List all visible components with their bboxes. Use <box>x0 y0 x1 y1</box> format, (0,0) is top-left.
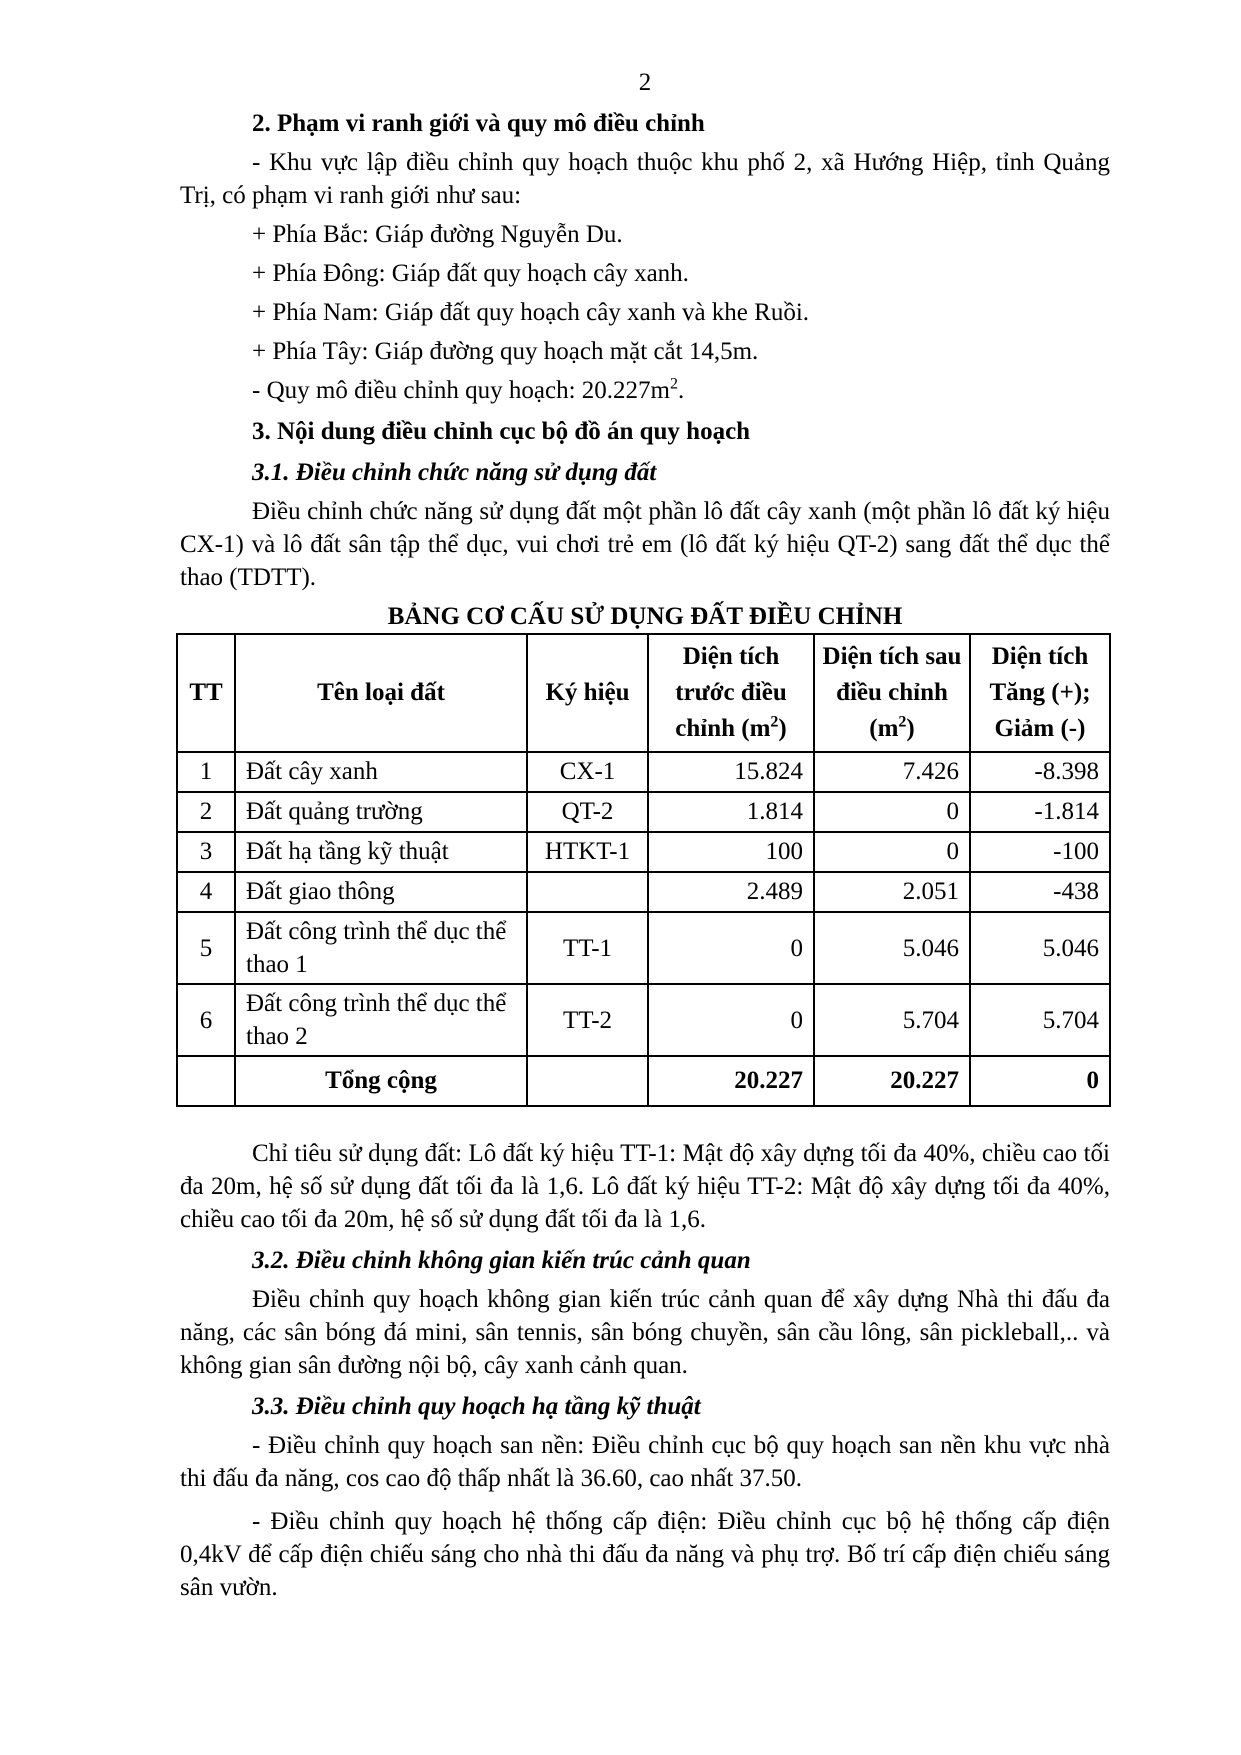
cell-change: 5.046 <box>970 912 1110 984</box>
cell-symbol: TT-2 <box>527 984 648 1056</box>
cell-after: 5.704 <box>814 984 970 1056</box>
cell-symbol <box>527 872 648 912</box>
cell-symbol: HTKT-1 <box>527 832 648 872</box>
paragraph-criteria: Chỉ tiêu sử dụng đất: Lô đất ký hiệu TT-1: Mật độ xây dựng tối đa 40%, chiều cao tối đa 20m, hệ số sử dụng đất tối đa là 1,6. Lô đất ký hiệu TT-2: Mật độ xây dựng tối đa 40%, chiều cao tối đa 20m, hệ số sử dụng đất tối đa là 1,6. <box>180 1140 1110 1233</box>
cell-name: Đất giao thông <box>235 872 527 912</box>
scale-text: - Quy mô điều chỉnh quy hoạch: 20.227m <box>252 377 670 404</box>
cell-before: 2.489 <box>648 872 814 912</box>
cell-tt: 1 <box>177 752 235 792</box>
table-row <box>177 872 1110 912</box>
cell-name: Đất hạ tầng kỹ thuật <box>235 832 527 872</box>
cell-after: 20.227 <box>814 1056 970 1106</box>
paragraph-3-1: Điều chỉnh chức năng sử dụng đất một phần lô đất cây xanh (một phần lô đất ký hiệu CX-1) và lô đất sân tập thể dục, vui chơi trẻ em (lô đất ký hiệu QT-2) sang đất thể dục thể thao (TDTT). <box>180 498 1110 591</box>
cell-name: Đất công trình thể dục thể thao 2 <box>235 984 527 1056</box>
paragraph-leveling: - Điều chỉnh quy hoạch san nền: Điều chỉnh cục bộ quy hoạch san nền khu vực nhà thi đấu đa năng, cos cao độ thấp nhất là 36.60, cao nhất 37.50. <box>180 1432 1110 1492</box>
table-total-row <box>177 1056 1110 1106</box>
cell-before: 0 <box>648 912 814 984</box>
cell-tt: 4 <box>177 872 235 912</box>
cell-name: Đất quảng trường <box>235 792 527 832</box>
table-row <box>177 984 1110 1056</box>
table-row <box>177 792 1110 832</box>
col-header-area-after: Diện tích sau điều chỉnh $(m^2)$ <box>814 634 970 752</box>
cell-change: 5.704 <box>970 984 1110 1056</box>
paragraph-scope: - Khu vực lập điều chỉnh quy hoạch thuộc khu phố 2, xã Hướng Hiệp, tỉnh Quảng Trị, có phạm vi ranh giới như sau: <box>180 149 1110 209</box>
cell-symbol <box>527 1056 648 1106</box>
scale-superscript: 2 <box>670 375 678 393</box>
scale-line <box>180 374 1110 407</box>
table-row <box>177 832 1110 872</box>
table-header-row <box>177 634 1110 752</box>
cell-after: 2.051 <box>814 872 970 912</box>
cell-change: -1.814 <box>970 792 1110 832</box>
cell-after: 5.046 <box>814 912 970 984</box>
cell-change: -438 <box>970 872 1110 912</box>
section-heading-3-2: 3.2. Điều chỉnh không gian kiến trúc cảnh quan <box>252 1247 751 1274</box>
paragraph-3-2: Điều chỉnh quy hoạch không gian kiến trúc cảnh quan để xây dựng Nhà thi đấu đa năng, các sân bóng đá mini, sân tennis, sân bóng chuyền, sân cầu lông, sân pickleball,.. và không gian sân đường nội bộ, cây xanh cảnh quan. <box>180 1286 1110 1379</box>
page-number: 2 <box>638 69 652 96</box>
cell-after: 0 <box>814 832 970 872</box>
cell-before: 100 <box>648 832 814 872</box>
cell-before: 1.814 <box>648 792 814 832</box>
cell-before: 20.227 <box>648 1056 814 1106</box>
col-header-symbol: Ký hiệu <box>527 634 648 752</box>
cell-symbol: TT-1 <box>527 912 648 984</box>
section-heading-3-3: 3.3. Điều chỉnh quy hoạch hạ tầng kỹ thuật <box>252 1393 701 1420</box>
cell-symbol: CX-1 <box>527 752 648 792</box>
cell-before: 15.824 <box>648 752 814 792</box>
col-header-area-change: Diện tích Tăng (+); Giảm (-) <box>970 634 1110 752</box>
col-header-tt: TT <box>177 634 235 752</box>
table-row <box>177 912 1110 984</box>
cell-change: -100 <box>970 832 1110 872</box>
scale-text-end: . <box>678 377 685 404</box>
cell-tt <box>177 1056 235 1106</box>
cell-after: 7.426 <box>814 752 970 792</box>
table-title: BẢNG CƠ CẤU SỬ DỤNG ĐẤT ĐIỀU CHỈNH <box>387 603 903 630</box>
cell-tt: 3 <box>177 832 235 872</box>
table-row <box>177 752 1110 792</box>
cell-after: 0 <box>814 792 970 832</box>
cell-name: Đất cây xanh <box>235 752 527 792</box>
cell-tt: 5 <box>177 912 235 984</box>
section-heading-3-1: 3.1. Điều chỉnh chức năng sử dụng đất <box>252 459 657 486</box>
cell-name: Đất công trình thể dục thể thao 1 <box>235 912 527 984</box>
cell-tt: 6 <box>177 984 235 1056</box>
cell-change: -8.398 <box>970 752 1110 792</box>
cell-symbol: QT-2 <box>527 792 648 832</box>
boundary-item-south: + Phía Nam: Giáp đất quy hoạch cây xanh và khe Ruồi. <box>252 299 810 326</box>
col-header-area-before: Diện tích trước điều chỉnh $(m^2)$ <box>648 634 814 752</box>
section-heading-3: 3. Nội dung điều chỉnh cục bộ đồ án quy hoạch <box>252 418 751 445</box>
land-use-table <box>176 633 1111 1107</box>
boundary-item-east: + Phía Đông: Giáp đất quy hoạch cây xanh. <box>252 260 689 287</box>
cell-before: 0 <box>648 984 814 1056</box>
paragraph-power-supply: - Điều chỉnh quy hoạch hệ thống cấp điện: Điều chỉnh cục bộ hệ thống cấp điện 0,4kV để cấp điện chiếu sáng cho nhà thi đấu đa năng và phụ trợ. Bố trí cấp điện chiếu sáng sân vườn. <box>180 1508 1110 1601</box>
col-header-name: Tên loại đất <box>235 634 527 752</box>
cell-tt: 2 <box>177 792 235 832</box>
boundary-item-west: + Phía Tây: Giáp đường quy hoạch mặt cắt 14,5m. <box>252 338 759 365</box>
cell-change: 0 <box>970 1056 1110 1106</box>
boundary-item-north: + Phía Bắc: Giáp đường Nguyễn Du. <box>252 221 623 248</box>
section-heading-2: 2. Phạm vi ranh giới và quy mô điều chỉnh <box>252 110 705 137</box>
cell-total-label: Tổng cộng <box>235 1056 527 1106</box>
